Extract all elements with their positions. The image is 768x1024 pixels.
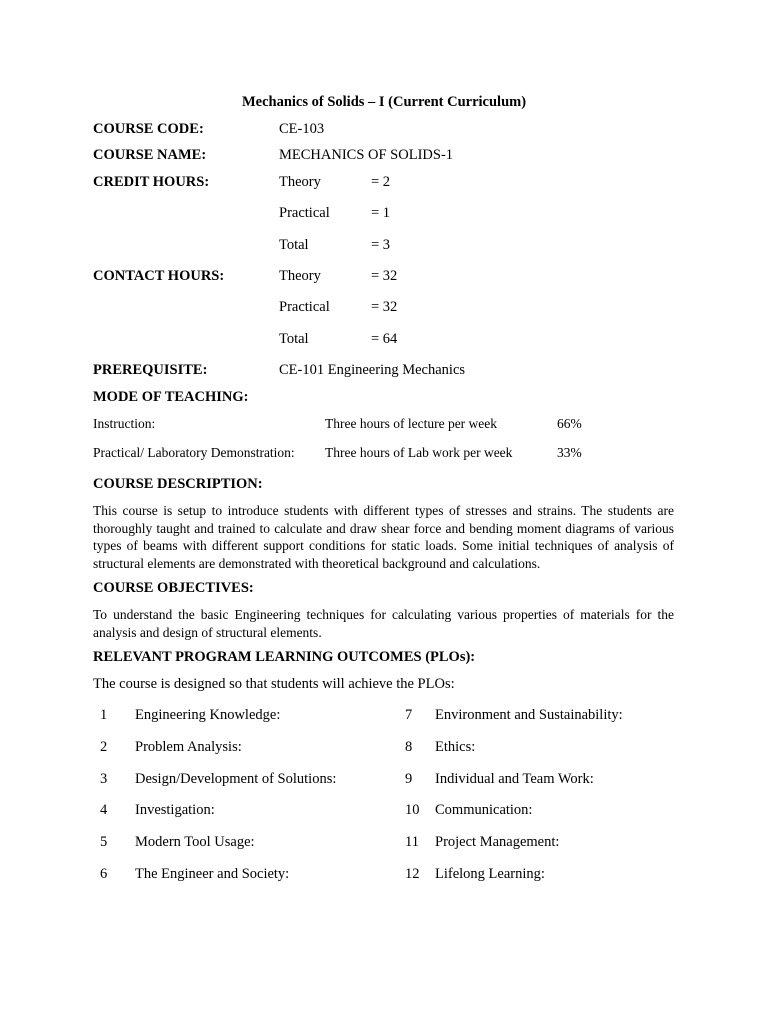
credit-practical-value: = 1: [371, 205, 391, 221]
plo-text: Modern Tool Usage:: [135, 834, 255, 850]
plo-text: Individual and Team Work:: [435, 771, 594, 787]
credit-total-name: Total: [279, 237, 309, 253]
prerequisite-label: PREREQUISITE:: [93, 362, 208, 378]
plo-number: 4: [100, 802, 108, 818]
contact-practical-name: Practical: [279, 299, 330, 315]
course-code-label: COURSE CODE:: [93, 121, 204, 137]
mode-practical-type: Practical/ Laboratory Demonstration:: [93, 445, 295, 460]
credit-theory-name: Theory: [279, 174, 321, 190]
plo-number: 10: [405, 802, 420, 818]
contact-total-value: = 64: [371, 331, 398, 347]
mode-of-teaching-heading: MODE OF TEACHING:: [93, 389, 249, 405]
plo-number: 8: [405, 739, 413, 755]
course-code-value: CE-103: [279, 121, 325, 137]
plo-number: 11: [405, 834, 419, 850]
mode-practical-desc: Three hours of Lab work per week: [325, 445, 513, 460]
plo-text: Engineering Knowledge:: [135, 707, 281, 723]
contact-practical-value: = 32: [371, 299, 398, 315]
contact-hours-label: CONTACT HOURS:: [93, 268, 225, 284]
plo-number: 7: [405, 707, 413, 723]
prerequisite-value: CE-101 Engineering Mechanics: [279, 362, 466, 378]
plo-text: The Engineer and Society:: [135, 866, 290, 882]
plo-number: 5: [100, 834, 108, 850]
plo-number: 1: [100, 707, 108, 723]
plos-intro: The course is designed so that students will achieve the PLOs:: [93, 676, 455, 692]
mode-instruction-desc: Three hours of lecture per week: [325, 416, 498, 431]
plo-number: 6: [100, 866, 108, 882]
mode-practical-percent: 33%: [557, 445, 582, 460]
course-description-heading: COURSE DESCRIPTION:: [93, 476, 263, 492]
plo-text: Environment and Sustainability:: [435, 707, 623, 723]
plo-text: Project Management:: [435, 834, 560, 850]
plo-text: Lifelong Learning:: [435, 866, 545, 882]
plo-text: Problem Analysis:: [135, 739, 242, 755]
plo-text: Ethics:: [435, 739, 476, 755]
plo-number: 9: [405, 771, 413, 787]
plo-number: 3: [100, 771, 108, 787]
credit-hours-label: CREDIT HOURS:: [93, 174, 210, 190]
course-objectives-heading: COURSE OBJECTIVES:: [93, 580, 254, 596]
credit-theory-value: = 2: [371, 174, 391, 190]
credit-total-value: = 3: [371, 237, 391, 253]
plo-number: 12: [405, 866, 420, 882]
course-name-label: COURSE NAME:: [93, 147, 207, 163]
mode-instruction-type: Instruction:: [93, 416, 156, 431]
credit-practical-name: Practical: [279, 205, 330, 221]
document-title: Mechanics of Solids – I (Current Curriculum): [241, 94, 527, 110]
course-description-text: This course is setup to introduce students with different types of stresses and strains. The students are thoroughly taught and trained to calculate and draw shear force and bending moment diagrams of various types of beams with different support conditions for static loads. Some initial techniques of analysis of structural elements are demonstrated with theoretical background and calculations.: [93, 503, 674, 571]
plos-heading: RELEVANT PROGRAM LEARNING OUTCOMES (PLOs):: [93, 649, 476, 665]
contact-total-name: Total: [279, 331, 309, 347]
contact-theory-value: = 32: [371, 268, 398, 284]
course-name-value: MECHANICS OF SOLIDS-1: [279, 147, 454, 163]
course-objectives-text: To understand the basic Engineering techniques for calculating various properties of materials for the analysis and design of structural elements.: [93, 607, 674, 640]
mode-instruction-percent: 66%: [557, 416, 582, 431]
plo-text: Design/Development of Solutions:: [135, 771, 337, 787]
plo-text: Investigation:: [135, 802, 215, 818]
contact-theory-name: Theory: [279, 268, 321, 284]
plo-text: Communication:: [435, 802, 533, 818]
plo-number: 2: [100, 739, 108, 755]
